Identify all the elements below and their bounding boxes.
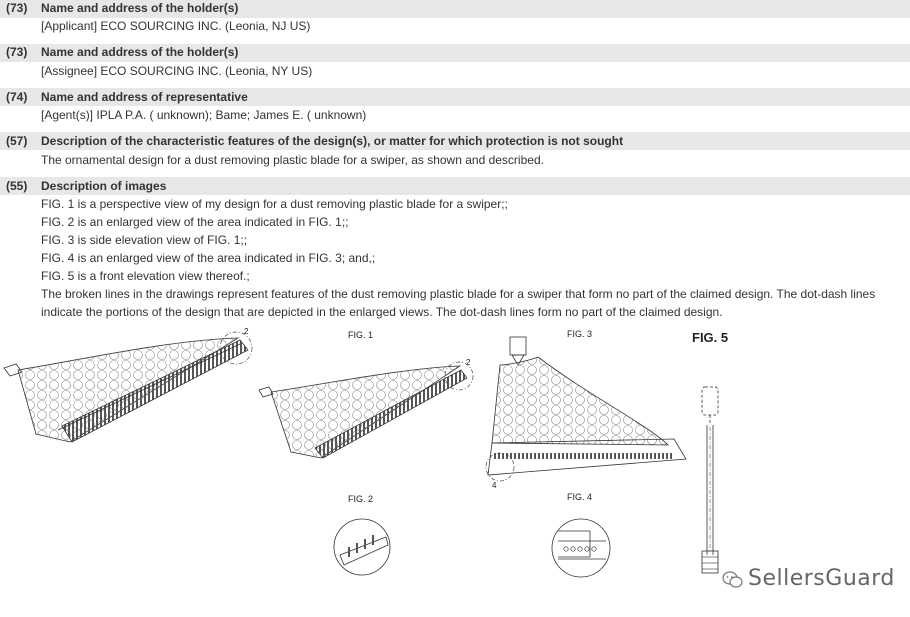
image-desc-note: The broken lines in the drawings represent features of the dust removing plastic blade for a swiper that form no part of the claimed design. The dot-dash lines indicate the portions of the design that are depicted in the enlarged views. The dot-dash lines form no part of the claimed design. bbox=[41, 287, 876, 319]
image-desc-line: FIG. 2 is an enlarged view of the area indicated in FIG. 1;; bbox=[41, 215, 349, 229]
callout-2: 2 bbox=[244, 327, 249, 336]
section-title: Description of images bbox=[41, 179, 167, 193]
section-code: (74) bbox=[6, 90, 28, 104]
fig4-label: FIG. 4 bbox=[567, 492, 593, 502]
blade-front-elevation-drawing bbox=[690, 385, 730, 585]
section-code: (73) bbox=[6, 45, 28, 59]
section-title: Name and address of the holder(s) bbox=[41, 45, 239, 59]
blade-side-elevation-drawing bbox=[478, 335, 693, 485]
blade-perspective-drawing bbox=[0, 330, 260, 450]
section-code: (73) bbox=[6, 1, 28, 15]
callout-2: 2 bbox=[466, 358, 471, 367]
fig1-label: FIG. 1 bbox=[348, 330, 374, 340]
applicant-line: [Applicant] ECO SOURCING INC. (Leonia, NJ US) bbox=[41, 19, 311, 33]
image-desc-line: FIG. 3 is side elevation view of FIG. 1;; bbox=[41, 233, 248, 247]
callout-4: 4 bbox=[492, 481, 497, 490]
enlarged-view-fig4 bbox=[550, 517, 612, 579]
design-description: The ornamental design for a dust removing plastic blade for a swiper, as shown and described. bbox=[41, 153, 544, 167]
image-desc-line: FIG. 5 is a front elevation view thereof.; bbox=[41, 269, 250, 283]
section-code: (55) bbox=[6, 179, 28, 193]
enlarged-view-fig2 bbox=[332, 517, 392, 577]
section-title: Name and address of the holder(s) bbox=[41, 1, 239, 15]
agent-line: [Agent(s)] IPLA P.A. ( unknown); Bame; James E. ( unknown) bbox=[41, 108, 367, 122]
image-desc-line: FIG. 4 is an enlarged view of the area indicated in FIG. 3; and,; bbox=[41, 251, 376, 265]
blade-perspective-small-drawing bbox=[255, 360, 475, 465]
fig2-label: FIG. 2 bbox=[348, 494, 374, 504]
image-desc-line: FIG. 1 is a perspective view of my design for a dust removing plastic blade for a swiper;; bbox=[41, 197, 508, 211]
wechat-icon bbox=[722, 570, 744, 590]
section-title: Description of the characteristic features of the design(s), or matter for which protection is not sought bbox=[41, 134, 624, 148]
fig3-label: FIG. 3 bbox=[567, 329, 593, 339]
fig5-label: FIG. 5 bbox=[692, 330, 729, 345]
section-title: Name and address of representative bbox=[41, 90, 248, 104]
watermark-text: SellersGuard bbox=[748, 566, 895, 591]
section-code: (57) bbox=[6, 134, 28, 148]
assignee-line: [Assignee] ECO SOURCING INC. (Leonia, NY US) bbox=[41, 64, 313, 78]
